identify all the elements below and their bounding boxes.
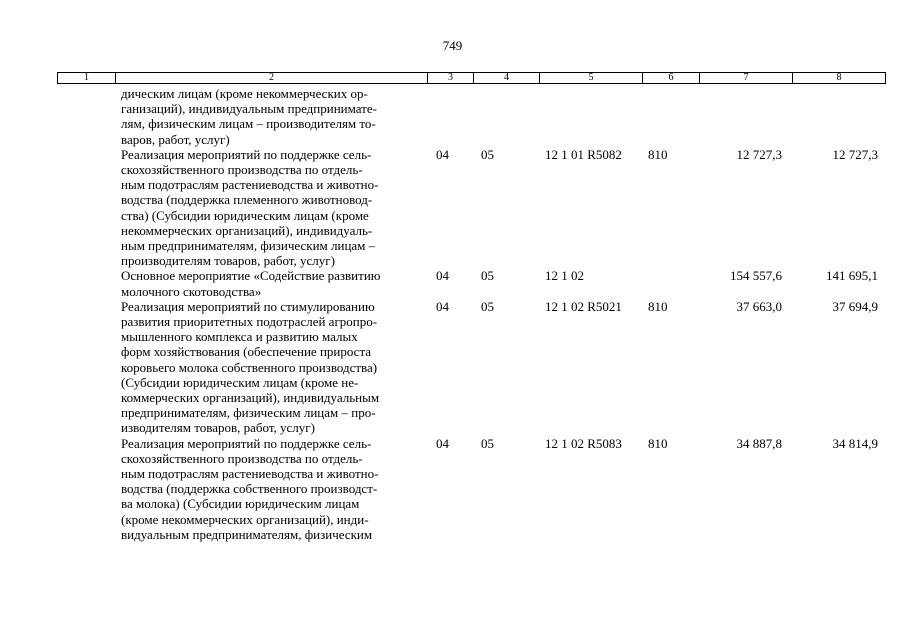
row-expense-type: 810 [648, 146, 668, 162]
row-section-code: 04 [436, 298, 449, 314]
table-row [0, 299, 905, 436]
row-amount-col7: 37 663,0 [736, 298, 782, 314]
row-expense-type: 810 [648, 298, 668, 314]
row-amount-col8: 37 694,9 [832, 298, 878, 314]
column-header-2: 2 [116, 73, 428, 83]
table-row [0, 436, 905, 542]
column-header-1: 1 [58, 73, 116, 83]
row-subsection-code: 05 [481, 268, 494, 284]
column-header-6: 6 [643, 73, 700, 83]
row-amount-col7: 154 557,6 [730, 268, 782, 284]
row-target-code: 12 1 01 R5082 [545, 146, 622, 162]
row-expense-type: 810 [648, 435, 668, 451]
row-description: Реализация мероприятий по стимулированию развития приоритетных подотраслей агропро- мышленного комплекса и развитию малых форм хозяйствования (обеспечение прироста коровьего молока собственного производства) (Субсидии юридическим лицам (кроме не- коммерческих организаций), индивидуальным предпринимателям, физическим лицам – про- изводителям товаров, работ, услуг) [121, 298, 380, 436]
row-section-code: 04 [436, 268, 449, 284]
row-amount-col7: 34 887,8 [736, 435, 782, 451]
column-header-7: 7 [700, 73, 793, 83]
column-header-row [57, 72, 886, 84]
row-section-code: 04 [436, 146, 449, 162]
row-target-code: 12 1 02 R5083 [545, 435, 622, 451]
column-header-8: 8 [836, 72, 842, 83]
row-amount-col7: 12 727,3 [736, 146, 782, 162]
row-description: Реализация мероприятий по поддержке сель- скохозяйственного производства по отдель- ным подотраслям растениеводства и животно- водства (поддержка собственного производст- ва молока) (Субсидии юридическим лицам (кроме некоммерческих организаций), инди- видуальным предпринимателям, физическим [121, 435, 379, 542]
row-description: Основное мероприятие «Содействие развитию молочного скотоводства» [121, 268, 381, 299]
column-header-5: 5 [540, 73, 643, 83]
row-section-code: 04 [436, 435, 449, 451]
row-target-code: 12 1 02 R5021 [545, 298, 622, 314]
row-subsection-code: 05 [481, 146, 494, 162]
row-subsection-code: 05 [481, 435, 494, 451]
row-subsection-code: 05 [481, 298, 494, 314]
row-amount-col8: 141 695,1 [826, 268, 878, 284]
row-amount-col8: 34 814,9 [832, 435, 878, 451]
table-row [0, 86, 905, 147]
row-description: дическим лицам (кроме некоммерческих ор- ганизаций), индивидуальным предпринимате- лям, физическим лицам – производителям то- варов, работ, услуг) [121, 86, 377, 147]
column-header-3: 3 [428, 73, 474, 83]
column-header-4: 4 [474, 73, 540, 83]
table-row [0, 268, 905, 298]
table-body [0, 86, 905, 542]
row-description: Реализация мероприятий по поддержке сель- скохозяйственного производства по отдель- ным подотраслям растениеводства и животно- водства (поддержка племенного животновод- ства) (Субсидии юридическим лицам (кроме некоммерческих организаций), индивидуаль- ным предпринимателям, физическим лицам – производителям товаров, работ, услуг) [121, 146, 379, 269]
table-row [0, 147, 905, 269]
page-number: 749 [442, 38, 463, 53]
row-amount-col8: 12 727,3 [832, 146, 878, 162]
row-target-code: 12 1 02 [545, 268, 584, 284]
